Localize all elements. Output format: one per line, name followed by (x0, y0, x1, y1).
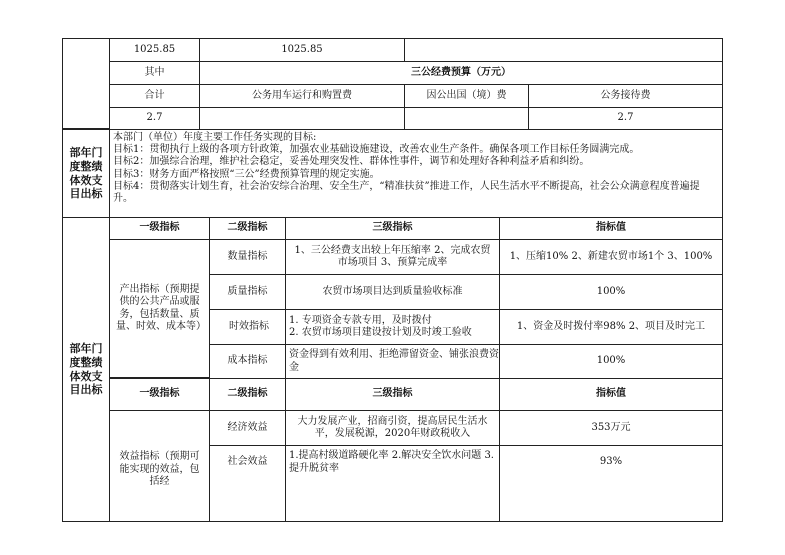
output-level1: 产出指标（预期提供的公共产品或服务，包括数量、质量、时效、成本等） (109, 239, 210, 378)
cost-level2: 成本指标 (209, 344, 286, 379)
goals-intro: 本部门（单位）年度主要工作任务实现的目标: (113, 132, 317, 143)
sangong-value-abroad (404, 107, 529, 130)
annual-goals-label: 部年门度整绩体效支目出标 (62, 129, 110, 218)
header2-level2: 二级指标 (209, 378, 286, 411)
sangong-title: 三公经费预算（万元） (199, 61, 723, 85)
economic-level3: 大力发展产业，招商引资，提高居民生活水平，发展税源，2020年财政税收入 (285, 410, 500, 446)
economic-value: 353万元 (499, 410, 723, 446)
quality-value: 100% (499, 274, 723, 310)
goal-4: 目标4：贯彻落实计划生育，社会治安综合治理、安全生产，“精准扶贫”推进工作，人民生活水平不断提高，社会公众满意程度普遍提升。 (113, 180, 700, 204)
header-level2: 二级指标 (209, 217, 286, 240)
quantity-level3: 1、三公经费支出较上年压缩率 2、完成农贸市场项目 3、预算完成率 (285, 239, 500, 275)
timeliness-level3: 1. 专项资金专款专用，及时拨付 2. 农贸市场项目建设按计划及时竣工验收 (285, 309, 500, 345)
header-level1: 一级指标 (109, 217, 210, 240)
amount-total: 1025.85 (109, 38, 200, 62)
quantity-level2: 数量指标 (209, 239, 286, 275)
cost-value: 100% (499, 344, 723, 379)
quantity-value: 1、压缩10% 2、新建农贸市场1个 3、100% (499, 239, 723, 275)
goal-1: 目标1：贯彻执行上级的各项方针政策，加强农业基础设施建设，改善农业生产条件。确保各项工作目标任务圆满完成。 (113, 144, 640, 156)
budget-sheet (62, 38, 723, 522)
goal-3: 目标3：财务方面严格按照“三公”经费预算管理的规定实施。 (113, 168, 380, 180)
sangong-row-label: 其中 (109, 61, 200, 85)
amount-other (404, 38, 723, 62)
timeliness-level2: 时效指标 (229, 320, 269, 332)
quality-level2: 质量指标 (209, 274, 286, 310)
social-level3: 1.提高村级道路硬化率 2.解决安全饮水问题 3.提升脱贫率 (285, 445, 500, 522)
economic-level2: 经济效益 (209, 410, 286, 446)
sangong-value-reception: 2.7 (528, 107, 723, 130)
annual-goals-text (109, 129, 723, 218)
quality-level3: 农贸市场项目达到质量验收标准 (285, 274, 500, 310)
sangong-value-vehicle (199, 107, 405, 130)
timeliness-value: 1、资金及时拨付率98% 2、项目及时完工 (499, 309, 723, 345)
benefit-level1: 效益指标（预期可能实现的效益，包括经 (109, 410, 210, 522)
sangong-value-total: 2.7 (109, 107, 200, 130)
goal-2: 目标2：加强综合治理，维护社会稳定，妥善处理突发性、群体性事件，调节和处理好各种利益矛盾和纠纷。 (113, 156, 590, 168)
sangong-header-total: 合计 (109, 84, 200, 108)
header2-value: 指标值 (499, 378, 723, 411)
header-value: 指标值 (499, 217, 723, 240)
sangong-header-reception: 公务接待费 (528, 84, 723, 108)
social-value: 93% (499, 445, 723, 522)
timeliness-level2-cell (209, 309, 286, 345)
indicators-label: 部年门度整绩体效支目出标 (62, 217, 110, 522)
sangong-header-vehicle: 公务用车运行和购置费 (199, 84, 405, 108)
left-col-top (62, 38, 110, 129)
amount-funded: 1025.85 (199, 38, 405, 62)
social-level2: 社会效益 (209, 445, 286, 522)
header2-level1: 一级指标 (109, 378, 210, 411)
header2-level3: 三级指标 (285, 378, 500, 411)
header-level3: 三级指标 (285, 217, 500, 240)
cost-level3: 资金得到有效利用、拒绝滞留资金、铺张浪费资金 (285, 344, 500, 379)
sangong-header-abroad: 因公出国（境）费 (404, 84, 529, 108)
